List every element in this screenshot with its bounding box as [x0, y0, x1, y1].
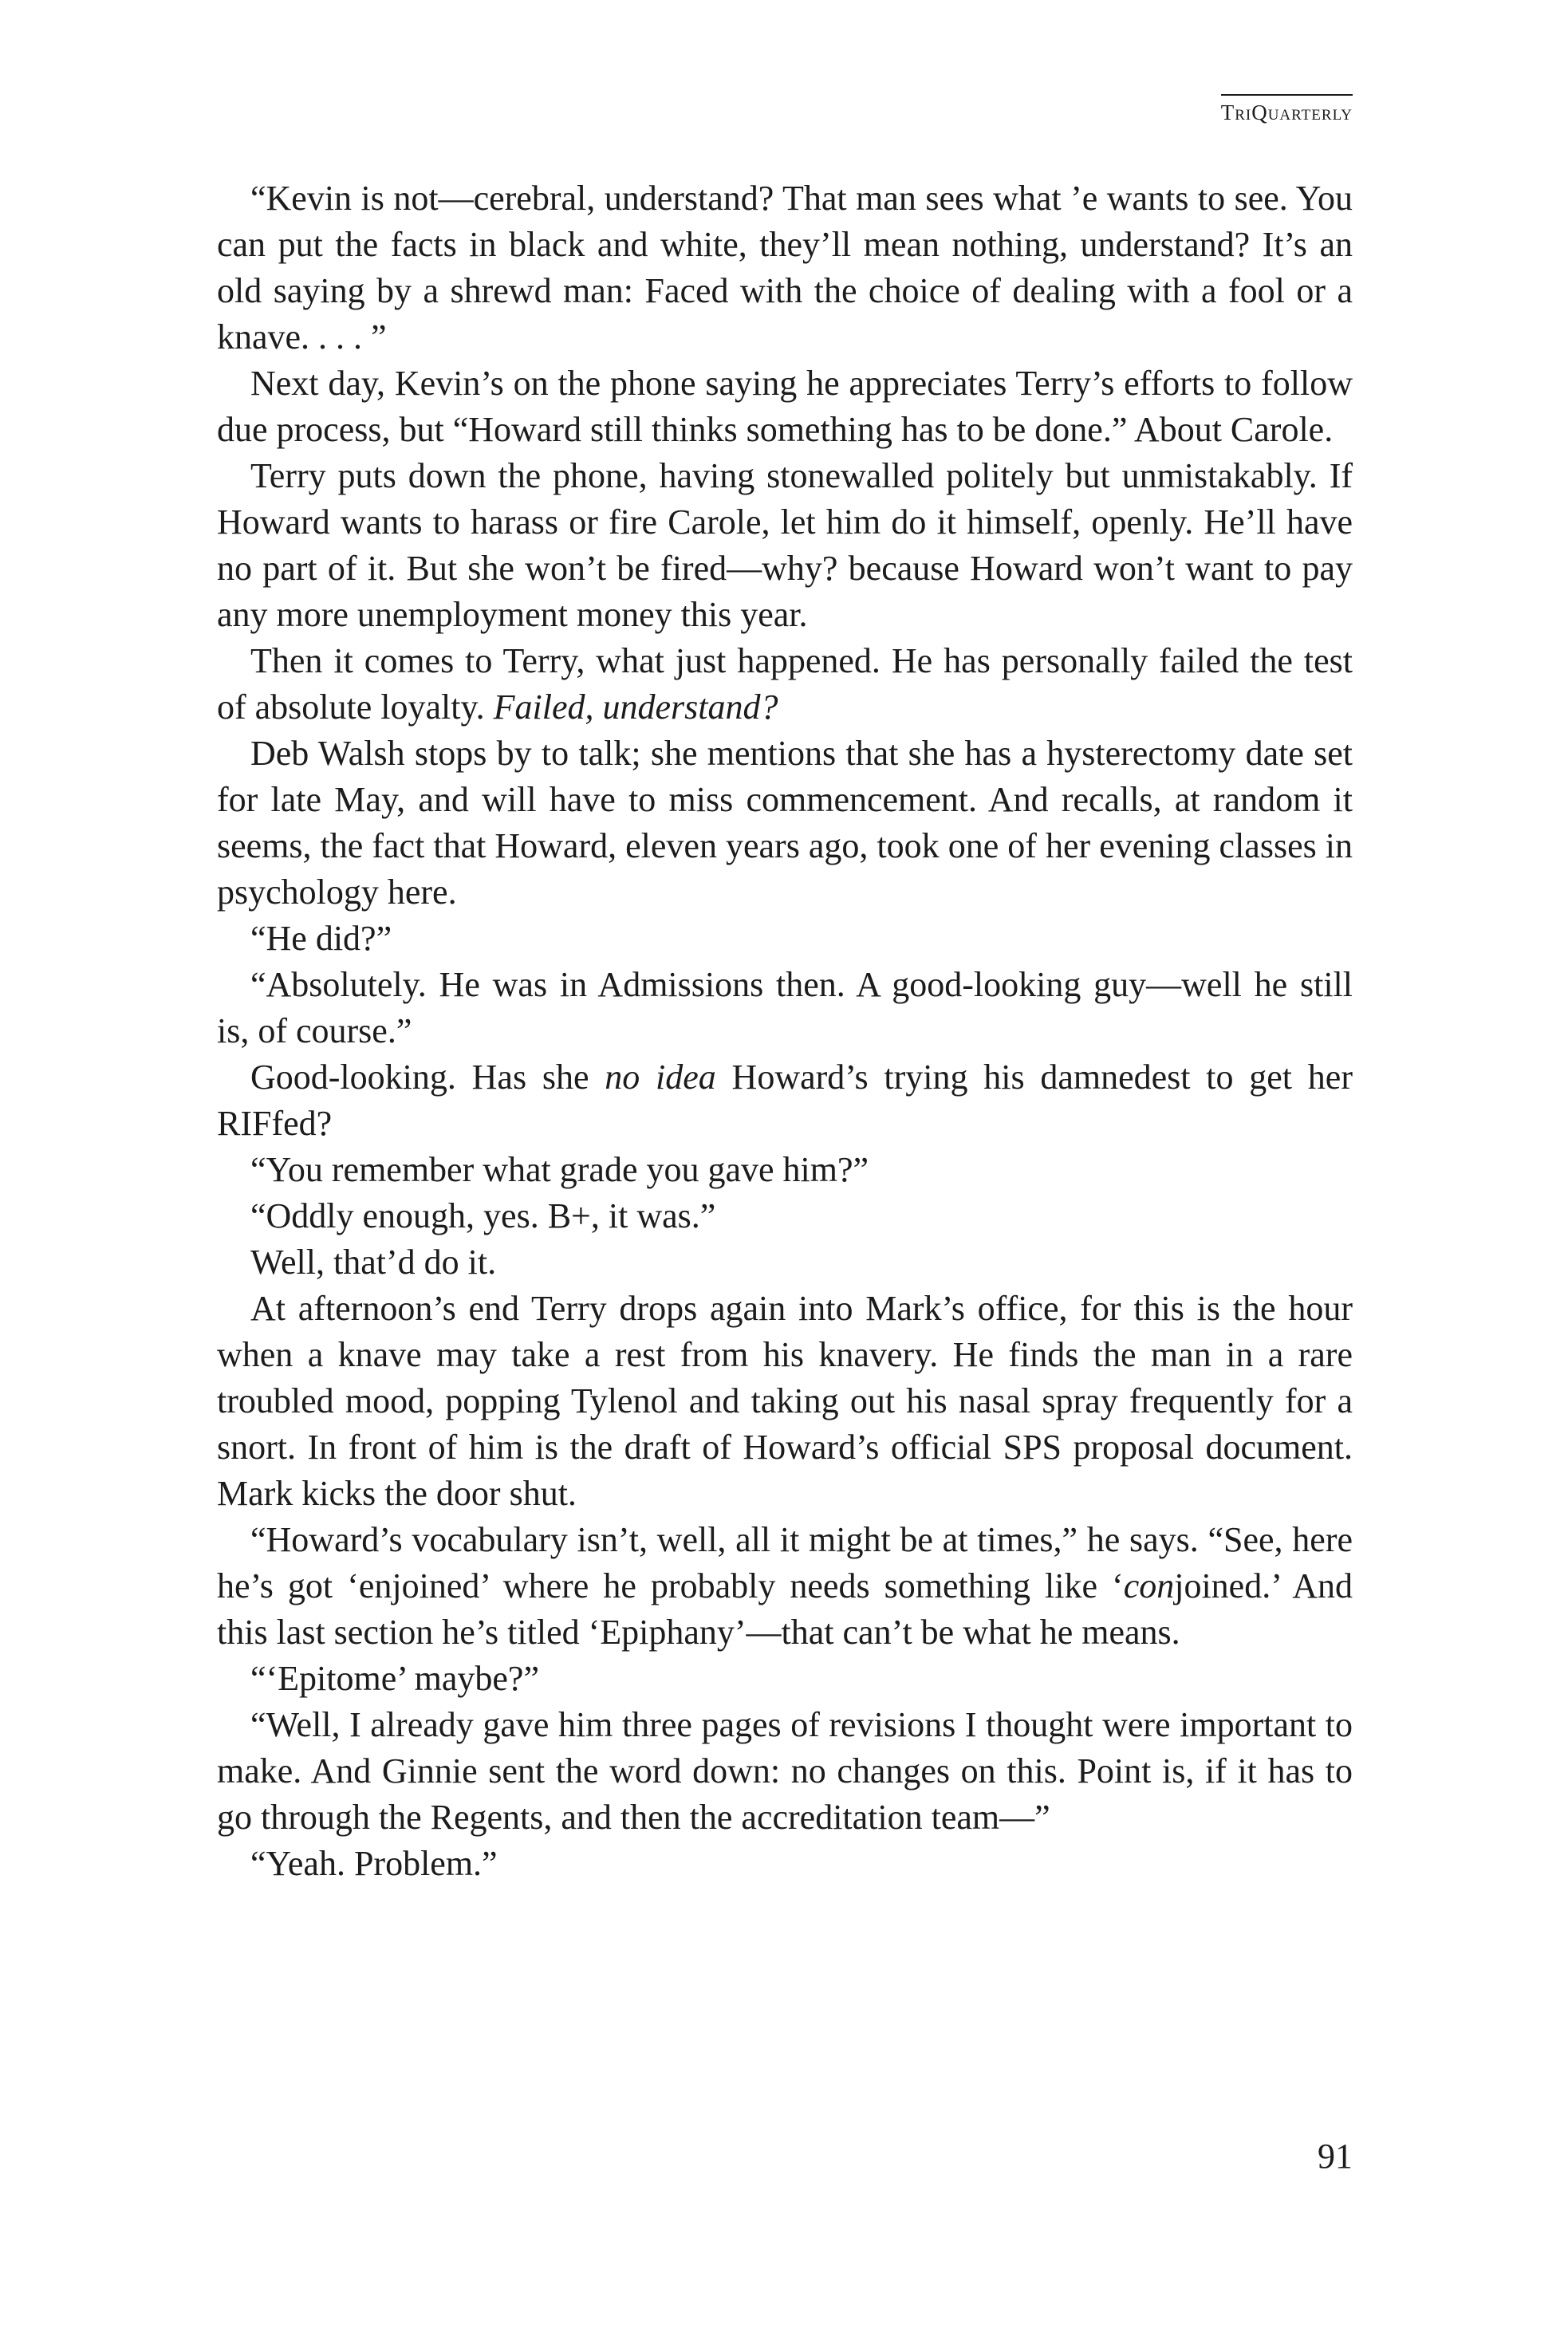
paragraph-8 [217, 1054, 1353, 1147]
paragraph-2: Next day, Kevin’s on the phone saying he appreciates Terry’s efforts to follow due process, but “Howard still thinks something has to be done.” About Carole. [217, 364, 1353, 449]
body-text [217, 175, 1353, 1887]
paragraph-16: “Yeah. Problem.” [250, 1844, 498, 1883]
paragraph-8-text: Good-looking. Has she [250, 1058, 605, 1097]
paragraph-9: “You remember what grade you gave him?” [250, 1150, 869, 1189]
paragraph-8-emphasis: no idea [605, 1058, 716, 1097]
running-head: TriQuarterly [1221, 94, 1353, 124]
paragraph-8-text-end: Howard’s trying his damnedest to get her RIFfed? [217, 1058, 1353, 1143]
paragraph-13 [217, 1517, 1353, 1656]
paragraph-6: “He did?” [250, 919, 392, 958]
paragraph-14: “‘Epitome’ maybe?” [250, 1659, 539, 1698]
paragraph-1: “Kevin is not—cerebral, understand? That man sees what ’e wants to see. You can put the facts in black and white, they’ll mean nothing, understand? It’s an old saying by a shrewd man: Faced with the choice of dealing with a fool or a knave. . . . ” [217, 179, 1353, 357]
paragraph-13-emphasis: con [1123, 1566, 1175, 1605]
paragraph-13-text: “Howard’s vocabulary isn’t, well, all it might be at times,” he says. “See, here he’s got ‘enjoined’ where he probably needs something like ‘ [217, 1520, 1353, 1605]
paragraph-4-emphasis: Failed, understand? [493, 687, 778, 727]
paragraph-12: At afternoon’s end Terry drops again into Mark’s office, for this is the hour when a knave may take a rest from his knavery. He finds the man in a rare troubled mood, popping Tylenol and taking out his nasal spray frequently for a snort. In front of him is the draft of Howard’s official SPS proposal document. Mark kicks the door shut. [217, 1289, 1353, 1513]
paragraph-10: “Oddly enough, yes. B+, it was.” [250, 1196, 716, 1235]
paragraph-5: Deb Walsh stops by to talk; she mentions that she has a hysterectomy date set for late May, and will have to miss commencement. And recalls, at random it seems, the fact that Howard, eleven years ago, took one of her evening classes in psychology here. [217, 734, 1353, 912]
paragraph-15: “Well, I already gave him three pages of revisions I thought were important to make. And Ginnie sent the word down: no changes on this. Point is, if it has to go through the Regents, and then the accreditation team—” [217, 1705, 1353, 1837]
paragraph-3: Terry puts down the phone, having stonewalled politely but unmistakably. If Howard wants to harass or fire Carole, let him do it himself, openly. He’ll have no part of it. But she won’t be fired—why? because Howard won’t want to pay any more unemployment money this year. [217, 456, 1353, 634]
page-number: 91 [1318, 2137, 1353, 2176]
paragraph-11: Well, that’d do it. [250, 1243, 497, 1282]
paragraph-4 [217, 638, 1353, 731]
paragraph-4-text: Then it comes to Terry, what just happened. He has personally failed the test of absolute loyalty. [217, 641, 1353, 727]
paragraph-13-text-end: joined.’ And this last section he’s titled ‘Epiphany’—that can’t be what he means. [217, 1566, 1353, 1652]
paragraph-7: “Absolutely. He was in Admissions then. A good-looking guy—well he still is, of course.” [217, 965, 1353, 1050]
